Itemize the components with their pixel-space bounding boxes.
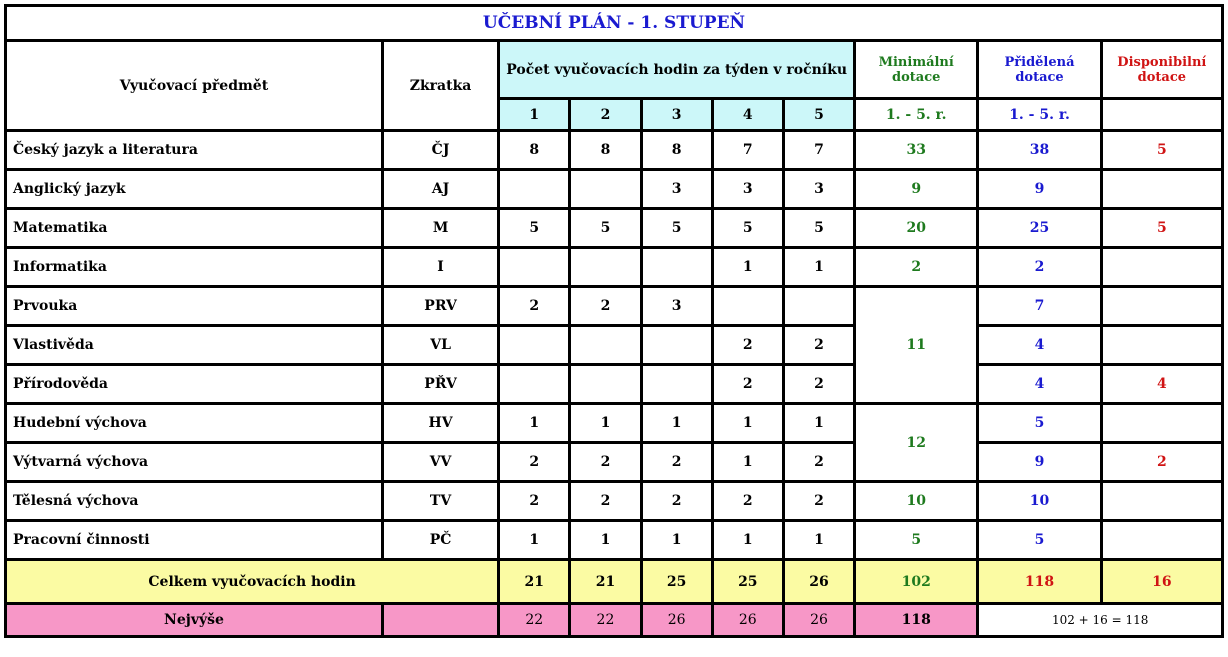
assigned-cell: 4 [978,326,1101,365]
hours-cell: 5 [783,209,854,248]
total-hours-cell: 21 [499,560,570,604]
hours-cell [570,326,641,365]
subject-cell: Český jazyk a literatura [6,131,383,170]
subject-cell: Pracovní činnosti [6,521,383,560]
assigned-cell: 4 [978,365,1101,404]
hours-cell: 7 [712,131,783,170]
hours-cell: 2 [783,482,854,521]
available-cell: 2 [1101,443,1222,482]
total-hours-cell: 25 [712,560,783,604]
hours-cell: 1 [783,404,854,443]
grade-header: 1 [499,99,570,131]
max-hours-cell: 22 [570,604,641,637]
hours-cell: 5 [499,209,570,248]
hours-cell: 3 [641,287,712,326]
hours-cell: 2 [783,326,854,365]
total-assigned: 118 [978,560,1101,604]
hours-cell: 5 [570,209,641,248]
max-hours-cell: 22 [499,604,570,637]
minimal-cell: 10 [855,482,978,521]
subject-cell: Vlastivěda [6,326,383,365]
hours-cell: 1 [641,521,712,560]
abbr-cell: I [382,248,498,287]
hours-cell: 2 [712,326,783,365]
hours-cell: 2 [783,365,854,404]
available-header: Disponibilní dotace [1101,41,1222,99]
abbr-cell: VL [382,326,498,365]
abbr-header: Zkratka [382,41,498,131]
max-hours-cell: 26 [641,604,712,637]
hours-cell: 1 [570,404,641,443]
hours-cell [499,326,570,365]
hours-cell: 2 [712,482,783,521]
hours-cell: 2 [499,443,570,482]
subject-cell: Matematika [6,209,383,248]
hours-cell: 2 [570,443,641,482]
table-row [6,482,1223,521]
available-cell [1101,326,1222,365]
hours-cell: 1 [499,521,570,560]
hours-cell: 1 [499,404,570,443]
assigned-range: 1. - 5. r. [978,99,1101,131]
assigned-cell: 5 [978,404,1101,443]
minimal-cell: 12 [855,404,978,482]
abbr-cell: HV [382,404,498,443]
abbr-cell: ČJ [382,131,498,170]
table-row [6,209,1223,248]
total-row [6,560,1223,604]
minimal-cell: 2 [855,248,978,287]
hours-cell [499,170,570,209]
hours-cell: 3 [641,170,712,209]
subject-cell: Výtvarná výchova [6,443,383,482]
total-hours-cell: 21 [570,560,641,604]
abbr-cell: M [382,209,498,248]
assigned-cell: 10 [978,482,1101,521]
subject-cell: Hudební výchova [6,404,383,443]
hours-header: Počet vyučovacích hodin za týden v ročníku [499,41,855,99]
hours-cell: 1 [712,404,783,443]
abbr-cell: TV [382,482,498,521]
abbr-cell: PČ [382,521,498,560]
hours-cell: 2 [783,443,854,482]
hours-cell: 1 [783,521,854,560]
hours-cell: 8 [499,131,570,170]
available-cell: 5 [1101,209,1222,248]
hours-cell: 2 [499,287,570,326]
available-cell: 4 [1101,365,1222,404]
table-row [6,521,1223,560]
minimal-header: Minimální dotace [855,41,978,99]
assigned-cell: 9 [978,443,1101,482]
minimal-cell: 9 [855,170,978,209]
table-row [6,131,1223,170]
hours-cell: 5 [641,209,712,248]
max-label: Nejvýše [6,604,383,637]
max-formula: 102 + 16 = 118 [978,604,1223,637]
assigned-cell: 5 [978,521,1101,560]
minimal-cell: 11 [855,287,978,404]
hours-cell: 8 [641,131,712,170]
table-row [6,170,1223,209]
hours-cell: 3 [783,170,854,209]
table-row [6,443,1223,482]
hours-cell [783,287,854,326]
table-row [6,248,1223,287]
available-cell [1101,170,1222,209]
hours-cell [499,248,570,287]
available-cell [1101,521,1222,560]
hours-cell [499,365,570,404]
table-row [6,365,1223,404]
minimal-cell: 20 [855,209,978,248]
abbr-cell: PRV [382,287,498,326]
hours-cell: 1 [712,248,783,287]
subject-cell: Tělesná výchova [6,482,383,521]
table-title: UČEBNÍ PLÁN - 1. STUPEŇ [6,6,1223,41]
assigned-cell: 9 [978,170,1101,209]
abbr-cell: PŘV [382,365,498,404]
assigned-header: Přidělená dotace [978,41,1101,99]
max-hours-cell: 26 [712,604,783,637]
max-minimal: 118 [855,604,978,637]
subject-header: Vyučovací předmět [6,41,383,131]
subject-cell: Prvouka [6,287,383,326]
hours-cell [712,287,783,326]
hours-cell: 1 [712,443,783,482]
hours-cell: 2 [499,482,570,521]
total-minimal: 102 [855,560,978,604]
hours-cell [570,248,641,287]
assigned-cell: 25 [978,209,1101,248]
total-label: Celkem vyučovacích hodin [6,560,499,604]
hours-cell [570,365,641,404]
hours-cell: 2 [641,482,712,521]
assigned-cell: 2 [978,248,1101,287]
abbr-cell: VV [382,443,498,482]
total-hours-cell: 26 [783,560,854,604]
available-cell [1101,482,1222,521]
grade-header: 2 [570,99,641,131]
hours-cell: 8 [570,131,641,170]
hours-cell: 2 [570,482,641,521]
total-available: 16 [1101,560,1222,604]
hours-cell [570,170,641,209]
grade-header: 4 [712,99,783,131]
grade-header: 5 [783,99,854,131]
max-hours-cell: 26 [783,604,854,637]
hours-cell: 5 [712,209,783,248]
table-row [6,326,1223,365]
subject-cell: Anglický jazyk [6,170,383,209]
hours-cell: 2 [712,365,783,404]
max-abbr-empty [382,604,498,637]
hours-cell: 2 [641,443,712,482]
hours-cell: 1 [641,404,712,443]
hours-cell: 3 [712,170,783,209]
max-row [6,604,1223,637]
available-cell: 5 [1101,131,1222,170]
table-row [6,287,1223,326]
total-hours-cell: 25 [641,560,712,604]
hours-cell [641,365,712,404]
minimal-cell: 5 [855,521,978,560]
hours-cell: 1 [712,521,783,560]
hours-cell [641,248,712,287]
subject-cell: Přírodověda [6,365,383,404]
abbr-cell: AJ [382,170,498,209]
table-row [6,404,1223,443]
curriculum-table [4,4,1224,638]
hours-cell [641,326,712,365]
minimal-cell: 33 [855,131,978,170]
hours-cell: 7 [783,131,854,170]
hours-cell: 2 [570,287,641,326]
available-cell [1101,248,1222,287]
available-cell [1101,404,1222,443]
assigned-cell: 38 [978,131,1101,170]
minimal-range: 1. - 5. r. [855,99,978,131]
available-range [1101,99,1222,131]
subject-cell: Informatika [6,248,383,287]
hours-cell: 1 [570,521,641,560]
grade-header: 3 [641,99,712,131]
assigned-cell: 7 [978,287,1101,326]
available-cell [1101,287,1222,326]
hours-cell: 1 [783,248,854,287]
